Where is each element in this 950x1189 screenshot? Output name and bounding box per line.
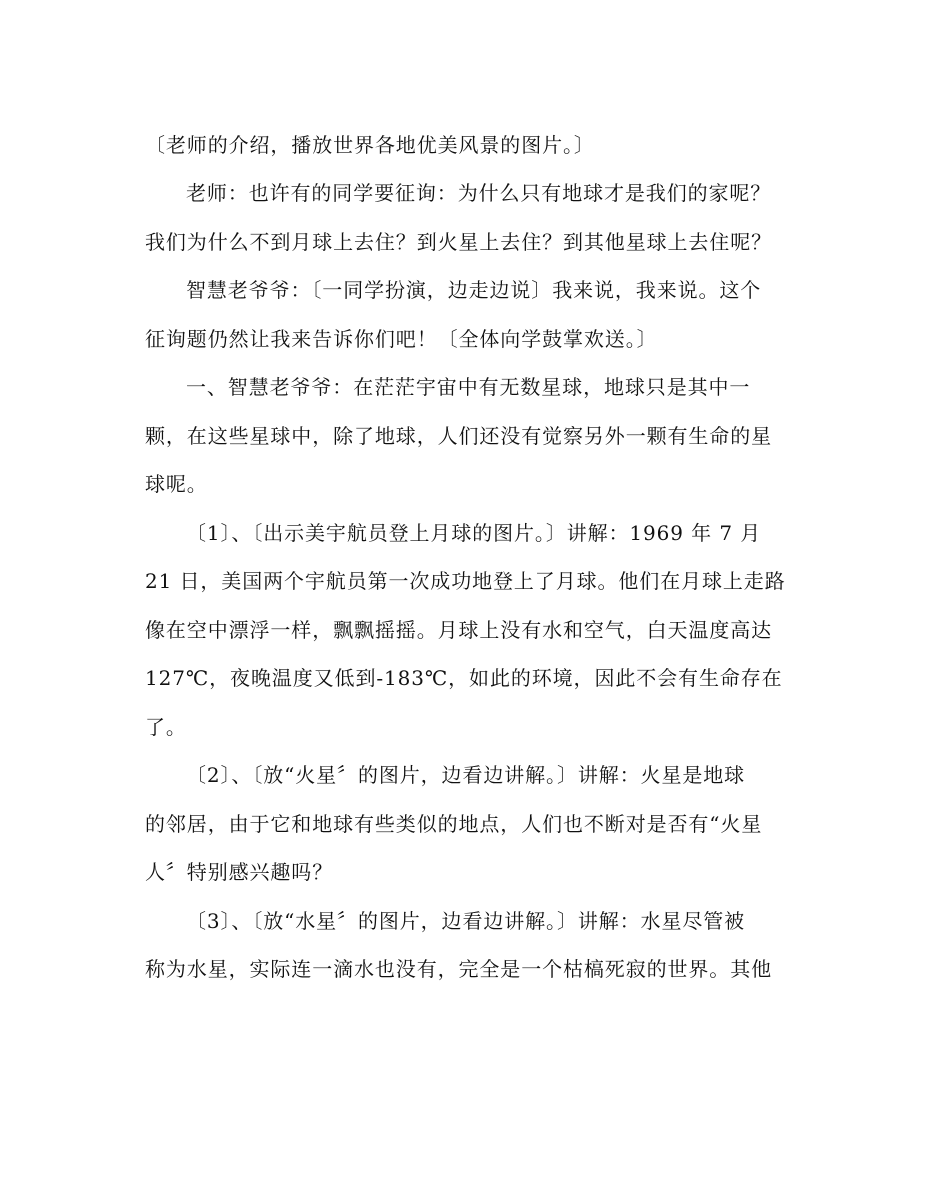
text-line: 〔1〕、〔出示美宇航员登上月球的图片。〕讲解：1969 年 7 月 [186,521,762,545]
text-line: 了。 [145,715,187,739]
text-line: 〔老师的介绍，播放世界各地优美风景的图片。〕 [145,133,595,157]
text-line: 征询题仍然让我来告诉你们吧！〔全体向学鼓掌欢送。〕 [145,327,658,351]
text-line: 的邻居，由于它和地球有些类似的地点，人们也不断对是否有“火星 [145,812,763,836]
text-line: 21 日，美国两个宇航员第一次成功地登上了月球。他们在月球上走路 [145,569,786,593]
text-line: 〔2〕、〔放“火星〞的图片，边看边讲解。〕讲解：火星是地球 [186,763,746,787]
text-line: 像在空中漂浮一样，飘飘摇摇。月球上没有水和空气，白天温度高达 [145,618,772,642]
text-line: 智慧老爷爷：〔一同学扮演，边走边说〕我来说，我来说。这个 [186,278,762,302]
text-line: 人〞特别感兴趣吗？ [145,860,334,884]
text-line: 颗，在这些星球中，除了地球，人们还没有觉察另外一颗有生命的星 [145,424,772,448]
text-line: 127℃，夜晚温度又低到-183℃，如此的环境，因此不会有生命存在 [145,666,783,690]
text-line: 球呢。 [145,472,208,496]
text-line: 我们为什么不到月球上去住？到火星上去住？到其他星球上去住呢？ [145,230,772,254]
text-line: 称为水星，实际连一滴水也没有，完全是一个枯槁死寂的世界。其他 [145,957,772,981]
text-line: 一、智慧老爷爷：在茫茫宇宙中有无数星球，地球只是其中一 [186,375,751,399]
text-line: 〔3〕、〔放“水星〞的图片，边看边讲解。〕讲解：水星尽管被 [186,909,746,933]
text-line: 老师：也许有的同学要征询：为什么只有地球才是我们的家呢？ [186,181,772,205]
